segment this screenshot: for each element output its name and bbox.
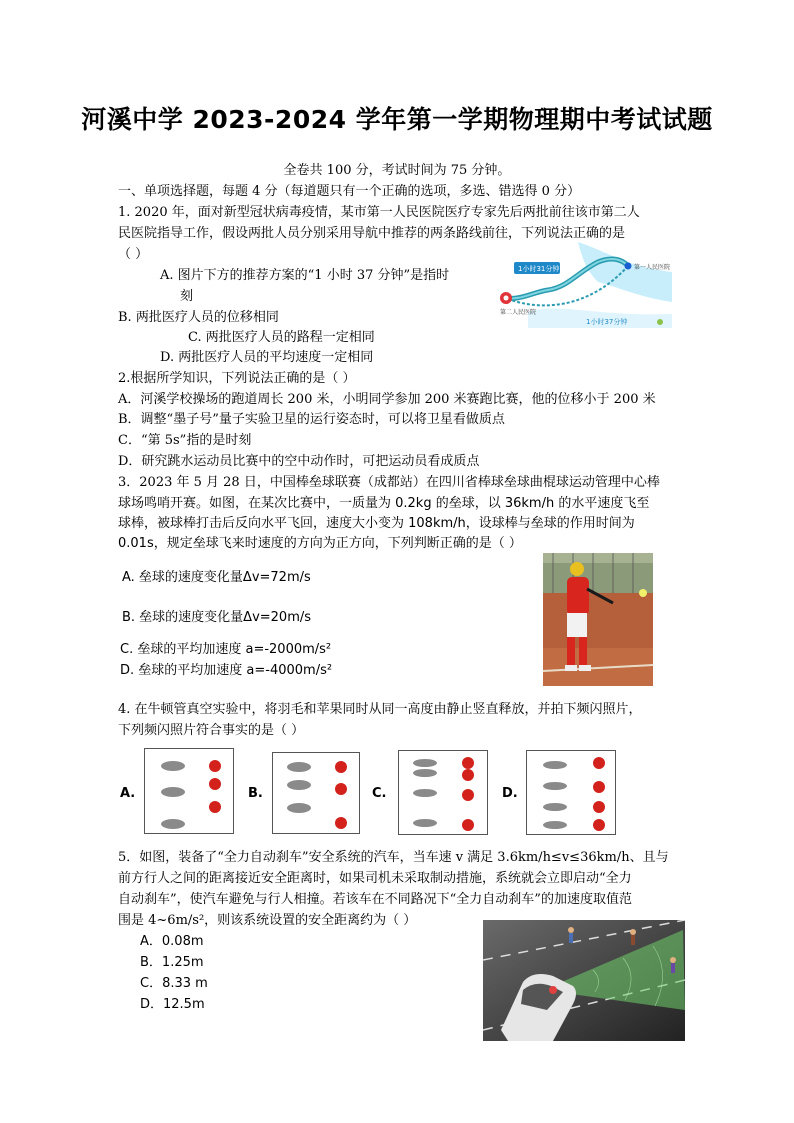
q4-stem-line1: 4. 在牛顿管真空实验中，将羽毛和苹果同时从同一高度由静止竖直释放，并拍下频闪照片，: [118, 702, 642, 717]
q2-option-a: A．河溪学校操场的跑道周长 200 米，小明同学参加 200 米赛跑比赛，他的位移小于 200 米: [118, 392, 656, 407]
q2-option-c: C．“第 5s”指的是时刻: [118, 433, 252, 448]
end-label: 第二人民医院: [500, 309, 537, 316]
q5-option-b: B．1.25m: [140, 955, 204, 970]
start-label: 第一人民医院: [634, 264, 671, 271]
q1-stem-line1: 1. 2020 年，面对新型冠状病毒疫情，某市第一人民医院医疗专家先后两批前往该市第二人: [118, 205, 640, 220]
page-title: 河溪中学 2023-2024 学年第一学期物理期中考试试题: [81, 105, 713, 134]
q3-stem-line4: 0.01s，规定垒球飞来时速度的方向为正方向，下列判断正确的是（ ）: [118, 536, 522, 551]
q1-option-a-cont: 刻: [180, 289, 194, 304]
q1-stem-line3: （ ）: [118, 247, 149, 262]
q4-option-b-label: B.: [248, 786, 263, 801]
navigation-map: [478, 242, 672, 328]
q3-option-b: B. 垒球的速度变化量Δv=20m/s: [122, 610, 312, 625]
q1-stem-line2: 民医院指导工作，假设两批人员分别采用导航中推荐的两条路线前往，下列说法正确的是: [118, 226, 626, 241]
q4-option-d-label: D.: [502, 786, 518, 801]
q4-option-d-photo: [526, 750, 616, 835]
q5-option-a: A．0.08m: [140, 934, 204, 949]
softball-batter-photo: [543, 553, 653, 686]
start-marker-icon: [625, 263, 632, 270]
feather-icon: [161, 761, 185, 829]
q5-stem-line3: 自动刹车”，使汽车避免与行人相撞。若该车在不同路况下“全力自动刹车”的加速度取值范: [118, 892, 632, 907]
q5-stem-line4: 围是 4~6m/s²，则该系统设置的安全距离约为（ ）: [118, 913, 417, 928]
q2-stem: 2.根据所学知识，下列说法正确的是（ ）: [118, 371, 356, 386]
q1-option-b: B. 两批医疗人员的位移相同: [118, 310, 279, 325]
q5-stem-line1: 5．如图，装备了“全力自动刹车”安全系统的汽车，当车速 v 满足 3.6km/h≤v≤36km/h、且与: [118, 850, 669, 865]
q5-option-c: C．8.33 m: [140, 976, 208, 991]
q3-option-c: C. 垒球的平均加速度 a=-2000m/s²: [120, 642, 332, 657]
q4-option-b-photo: [272, 752, 360, 834]
q4-option-a-label: A.: [120, 786, 136, 801]
q3-option-a: A. 垒球的速度变化量Δv=72m/s: [122, 570, 311, 585]
q5-stem-line2: 前方行人之间的距离接近安全距离时，如果司机未采取制动措施，系统就会立即启动“全力: [118, 871, 632, 886]
q1-option-a: A. 图片下方的推荐方案的“1 小时 37 分钟”是指时: [160, 268, 450, 283]
section-heading: 一、单项选择题，每题 4 分（每道题只有一个正确的选项，多选、错选得 0 分）: [118, 184, 581, 199]
route-label-2: 1小时37分钟: [586, 318, 628, 326]
exam-info: 全卷共 100 分，考试时间为 75 分钟。: [283, 163, 511, 178]
q3-stem-line2: 球场鸣哨开赛。如图，在某次比赛中，一质量为 0.2kg 的垒球，以 36km/h 的水平速度飞至: [118, 496, 650, 511]
q4-option-c-photo: [398, 750, 488, 835]
route-label-1: 1小时31分钟: [518, 265, 560, 273]
q4-option-a-photo: [144, 748, 234, 834]
q4-stem-line2: 下列频闪照片符合事实的是（ ）: [118, 723, 305, 738]
q2-option-d: D．研究跳水运动员比赛中的空中动作时，可把运动员看成质点: [118, 454, 480, 469]
q1-option-c: C. 两批医疗人员的路程一定相同: [188, 330, 375, 345]
q1-option-d: D. 两批医疗人员的平均速度一定相同: [160, 350, 374, 365]
q5-option-d: D．12.5m: [140, 997, 205, 1012]
auto-braking-car-image: [483, 920, 685, 1041]
apple-icon: [209, 760, 221, 813]
q3-stem-line1: 3．2023 年 5 月 28 日，中国棒垒球联赛（成都站）在四川省棒球垒球曲棍球运动管理中心棒: [118, 475, 660, 490]
q4-option-c-label: C.: [372, 786, 387, 801]
q3-option-d: D. 垒球的平均加速度 a=-4000m/s²: [120, 663, 333, 678]
q3-stem-line3: 球棒，被球棒打击后反向水平飞回，速度大小变为 108km/h，设球棒与垒球的作用时间为: [118, 516, 635, 531]
q2-option-b: B．调整“墨子号”量子实验卫星的运行姿态时，可以将卫星看做质点: [118, 412, 505, 427]
